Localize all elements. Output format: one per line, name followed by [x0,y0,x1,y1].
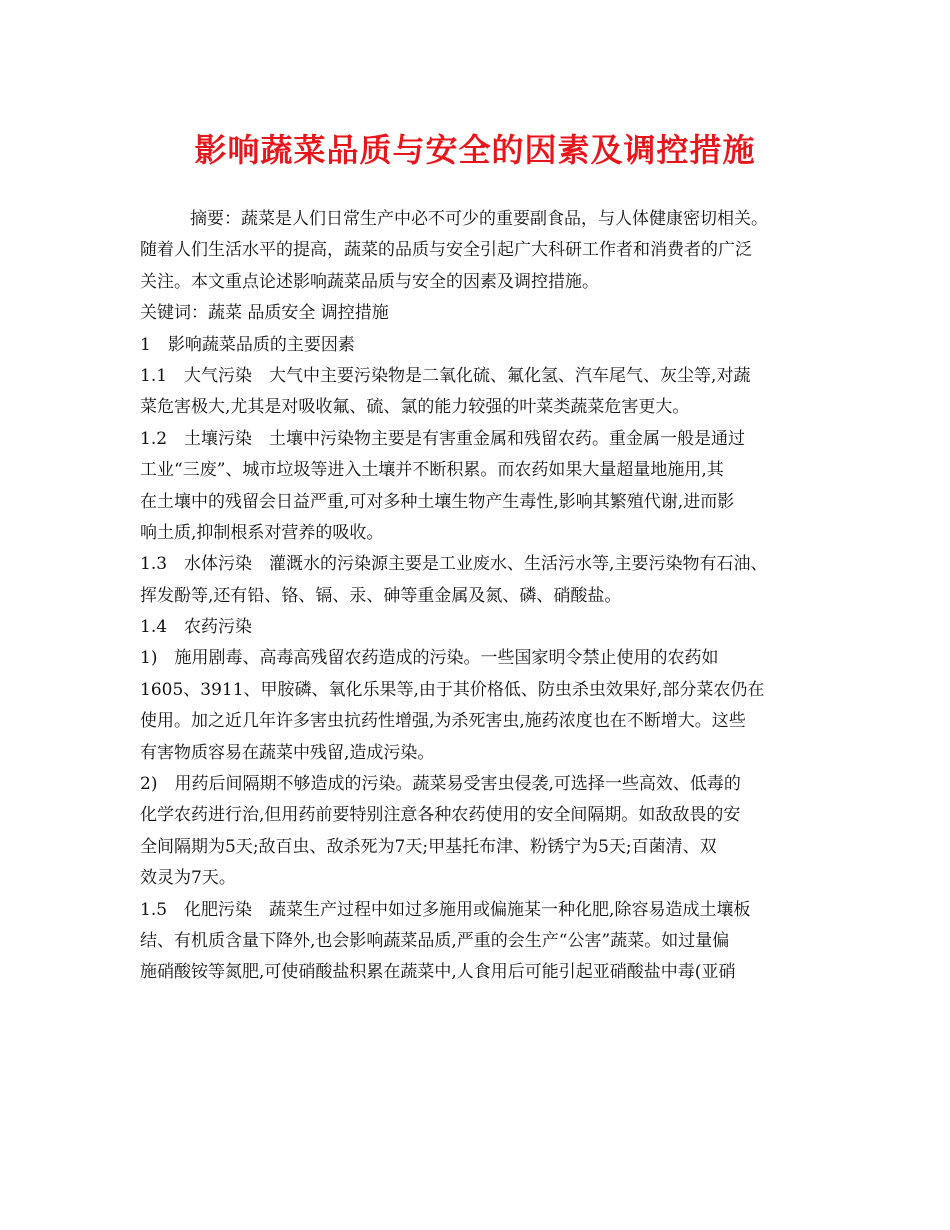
text-line: 1.2 土壤污染 土壤中污染物主要是有害重金属和残留农药。重金属一般是通过 [140,428,746,449]
subsection-heading: 1.4 农药污染 [140,617,253,638]
text-line: 施硝酸铵等氮肥,可使硝酸盐积累在蔬菜中,人食用后可能引起亚硝酸盐中毒(亚硝 [140,962,736,983]
text-line: 2) 用药后间隔期不够造成的污染。蔬菜易受害虫侵袭,可选择一些高效、低毒的 [140,774,741,795]
text-line: 1.3 水体污染 灌溉水的污染源主要是工业废水、生活污水等,主要污染物有石油、 [140,554,768,575]
text-line: 菜危害极大,尤其是对吸收氟、硫、氯的能力较强的叶菜类蔬菜危害更大。 [140,397,690,418]
text-line: 在土壤中的残留会日益严重,可对多种土壤生物产生毒性,影响其繁殖代谢,进而影 [140,491,735,512]
text-line: 1) 施用剧毒、高毒高残留农药造成的污染。一些国家明令禁止使用的农药如 [140,648,719,669]
document-body [140,204,812,989]
text-line: 化学农药进行治,但用药前要特别注意各种农药使用的安全间隔期。如敌敌畏的安 [140,805,741,826]
text-line: 1605、3911、甲胺磷、氧化乐果等,由于其价格低、防虫杀虫效果好,部分菜农仍在 [140,679,765,700]
text-line: 效灵为7天。 [140,868,236,889]
text-line: 全间隔期为5天;敌百虫、敌杀死为7天;甲基托布津、粉锈宁为5天;百菌清、双 [140,836,717,857]
text-line: 结、有机质含量下降外,也会影响蔬菜品质,严重的会生产“公害”蔬菜。如过量偏 [140,930,730,951]
text-line: 使用。加之近几年许多害虫抗药性增强,为杀死害虫,施药浓度也在不断增大。这些 [140,711,746,732]
text-line: 工业“三废”、城市垃圾等进入土壤并不断积累。而农药如果大量超量地施用,其 [140,460,724,481]
section-heading: 1 影响蔬菜品质的主要因素 [140,334,355,355]
text-line: 响土质,抑制根系对营养的吸收。 [140,522,384,543]
document-title: 影响蔬菜品质与安全的因素及调控措施 [194,131,756,169]
keywords-line: 关键词：蔬菜 品质安全 调控措施 [140,303,389,324]
text-line: 1.5 化肥污染 蔬菜生产过程中如过多施用或偏施某一种化肥,除容易造成土壤板 [140,899,751,920]
text-line: 有害物质容易在蔬菜中残留,造成污染。 [140,742,435,763]
text-line: 关注。本文重点论述影响蔬菜品质与安全的因素及调控措施。 [140,271,599,292]
text-line: 随着人们生活水平的提高，蔬菜的品质与安全引起广大科研工作者和消费者的广泛 [140,240,752,261]
text-line: 挥发酚等,还有铅、铬、镉、汞、砷等重金属及氮、磷、硝酸盐。 [140,585,622,606]
abstract-line: 摘要：蔬菜是人们日常生产中必不可少的重要副食品，与人体健康密切相关。 [190,209,768,229]
text-line: 1.1 大气污染 大气中主要污染物是二氧化硫、氟化氢、汽车尾气、灰尘等,对蔬 [140,365,751,386]
